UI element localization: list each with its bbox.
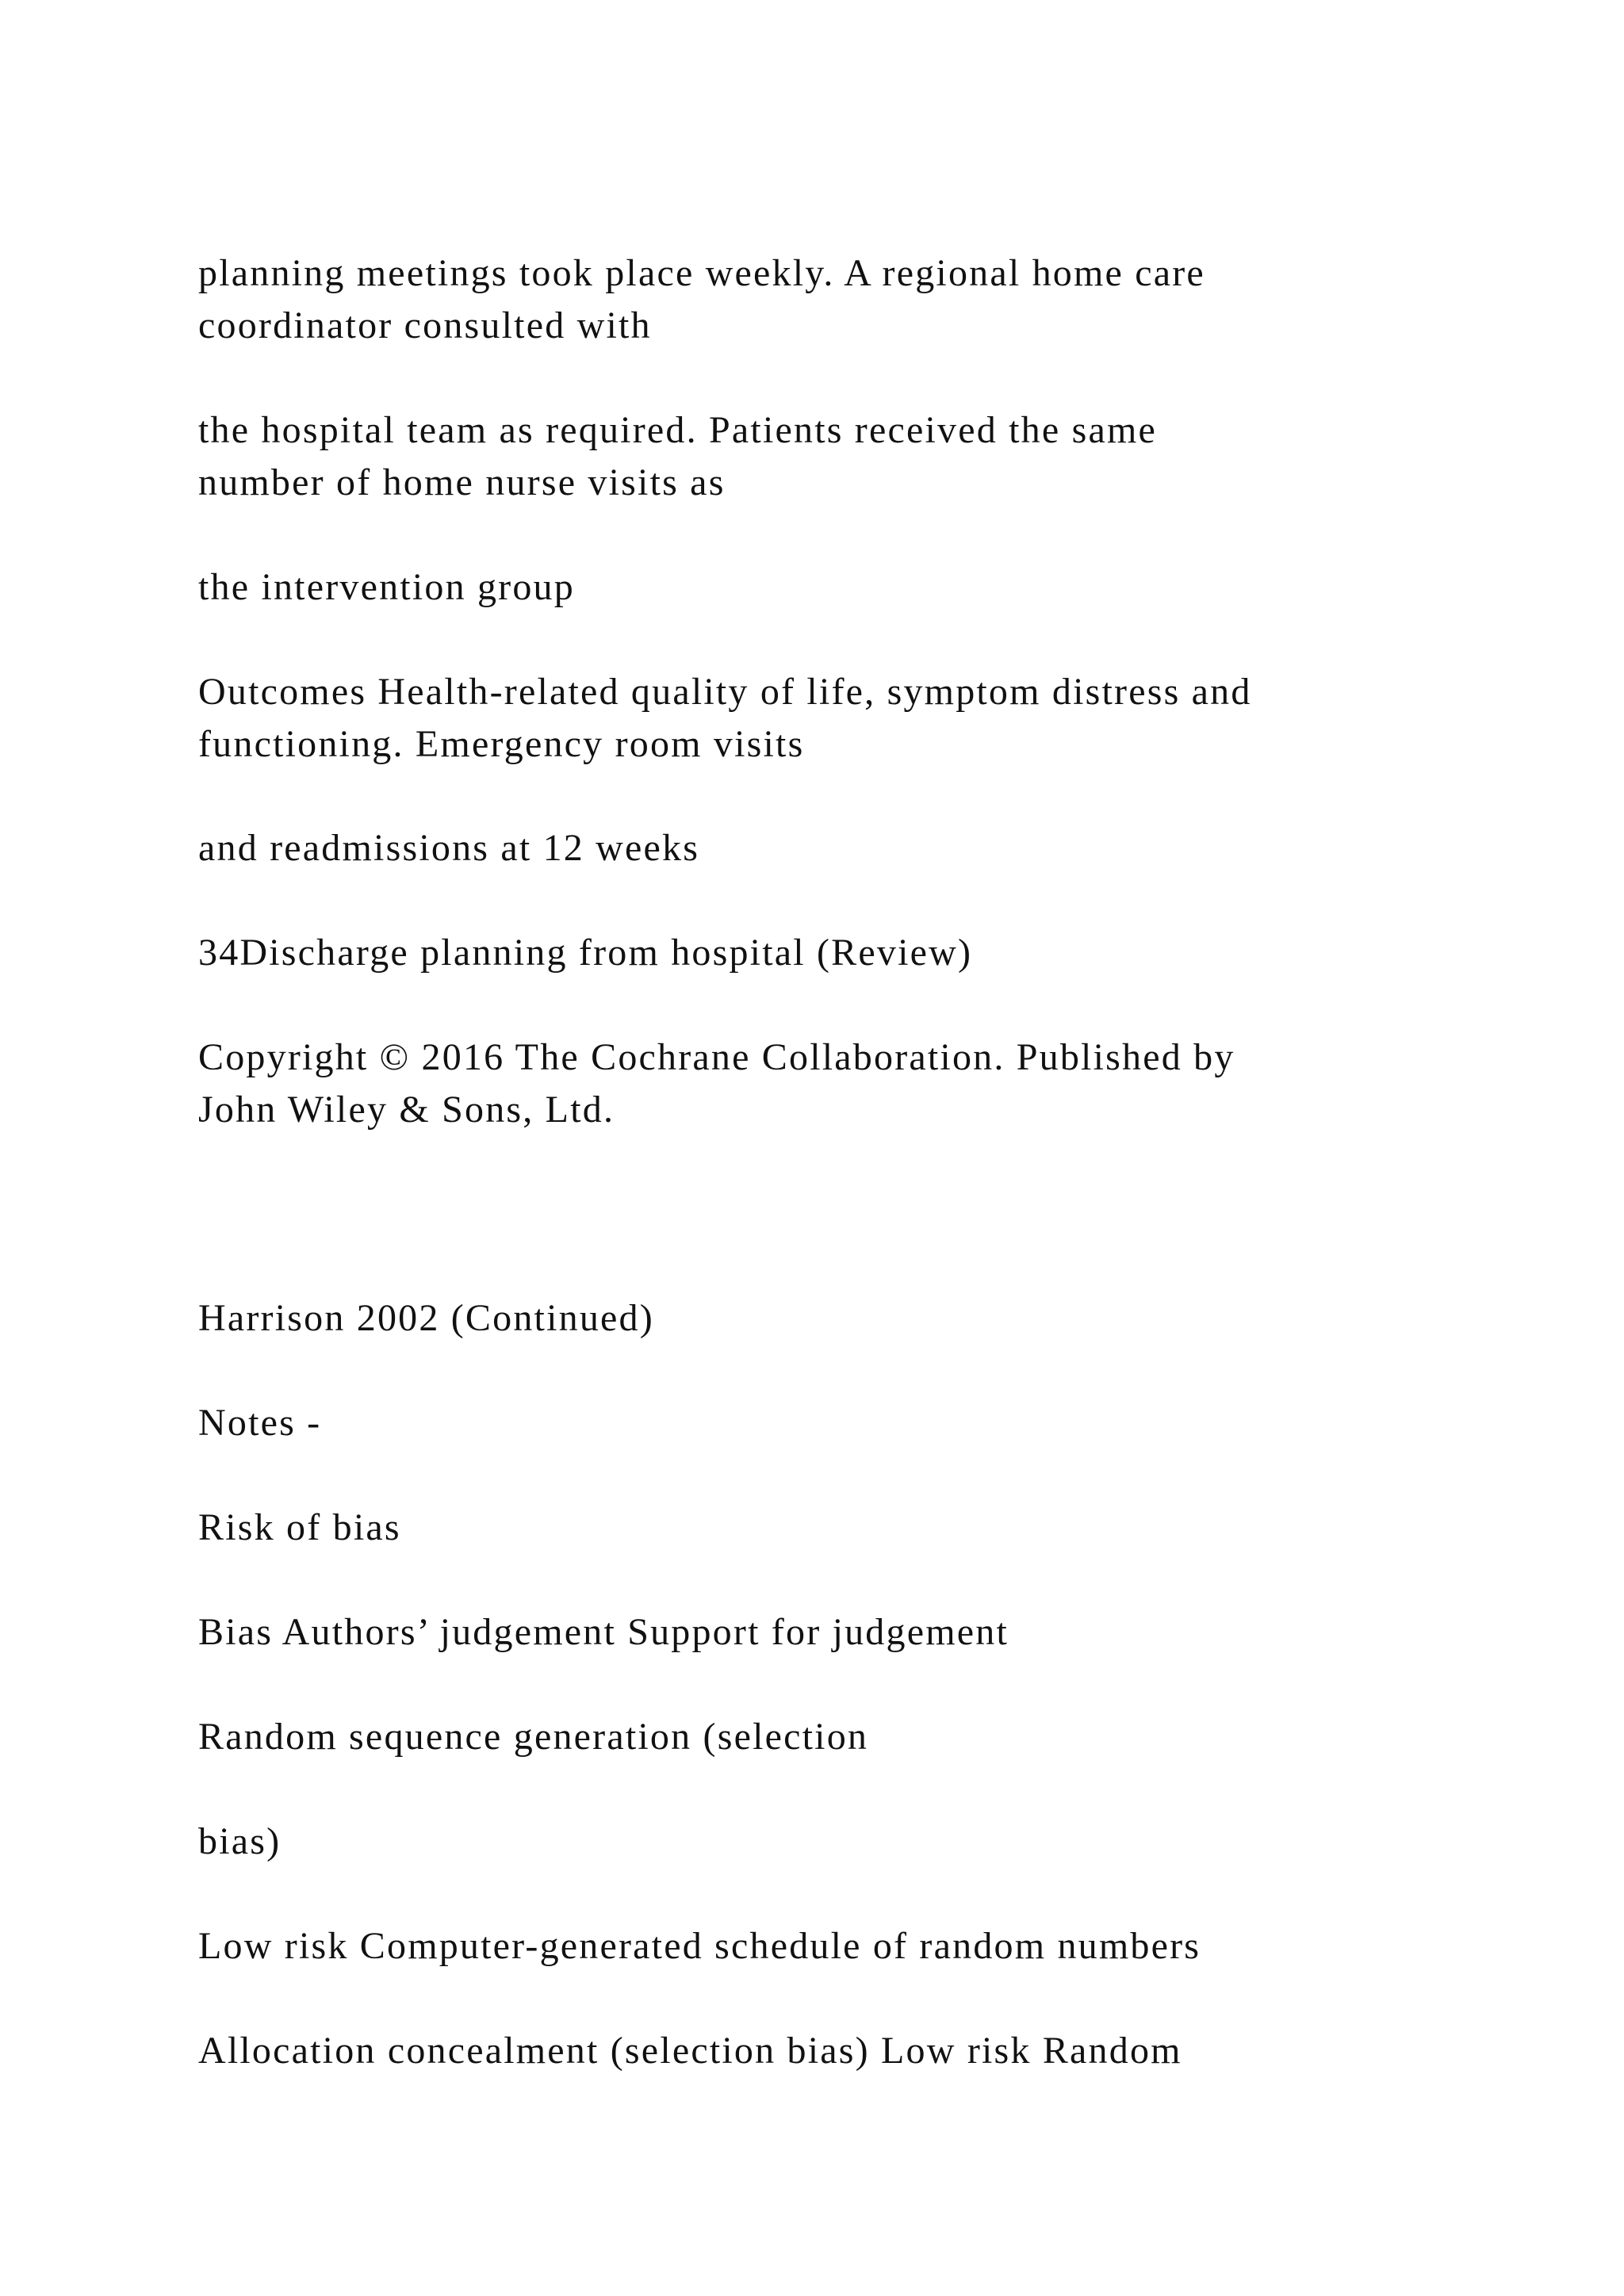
text-line: bias)	[198, 1820, 282, 1862]
text-line: the intervention group	[198, 566, 575, 608]
paragraph-hospital-team	[198, 404, 1435, 509]
paragraph-planning-meetings	[198, 247, 1435, 352]
text-line: coordinator consulted with	[198, 304, 652, 346]
table-row-allocation-concealment	[198, 2025, 1435, 2077]
text-line: Notes -	[198, 1402, 322, 1444]
table-row-random-sequence-label-cont	[198, 1816, 1435, 1868]
text-line: Random sequence generation (selection	[198, 1716, 869, 1758]
paragraph-outcomes	[198, 666, 1435, 771]
text-line: 34Discharge planning from hospital (Review)	[198, 932, 973, 974]
notes-line	[198, 1397, 1435, 1449]
text-line: Risk of bias	[198, 1506, 401, 1548]
paragraph-intervention-group	[198, 561, 1435, 614]
text-line: Copyright © 2016 The Cochrane Collaboration. Published by	[198, 1036, 1235, 1078]
footer-page-reference	[198, 927, 1435, 979]
text-line: the hospital team as required. Patients received the same	[198, 409, 1158, 451]
table-row-random-sequence-label	[198, 1711, 1435, 1763]
text-line: Low risk Computer-generated schedule of random numbers	[198, 1925, 1201, 1967]
continued-heading	[198, 1292, 1435, 1345]
text-line: functioning. Emergency room visits	[198, 723, 805, 765]
text-line: and readmissions at 12 weeks	[198, 827, 700, 869]
text-line: Bias Authors’ judgement Support for judgement	[198, 1611, 1009, 1653]
text-line: number of home nurse visits as	[198, 461, 726, 503]
paragraph-readmissions	[198, 822, 1435, 874]
text-line: John Wiley & Sons, Ltd.	[198, 1089, 615, 1131]
risk-of-bias-heading	[198, 1502, 1435, 1554]
table-row-random-sequence-judgement	[198, 1920, 1435, 1973]
text-line: Harrison 2002 (Continued)	[198, 1297, 654, 1339]
text-line: planning meetings took place weekly. A regional home care	[198, 252, 1205, 294]
footer-copyright	[198, 1031, 1435, 1136]
table-header-row	[198, 1606, 1435, 1659]
text-line: Allocation concealment (selection bias) Low risk Random	[198, 2030, 1182, 2072]
text-line: Outcomes Health-related quality of life, symptom distress and	[198, 671, 1252, 713]
